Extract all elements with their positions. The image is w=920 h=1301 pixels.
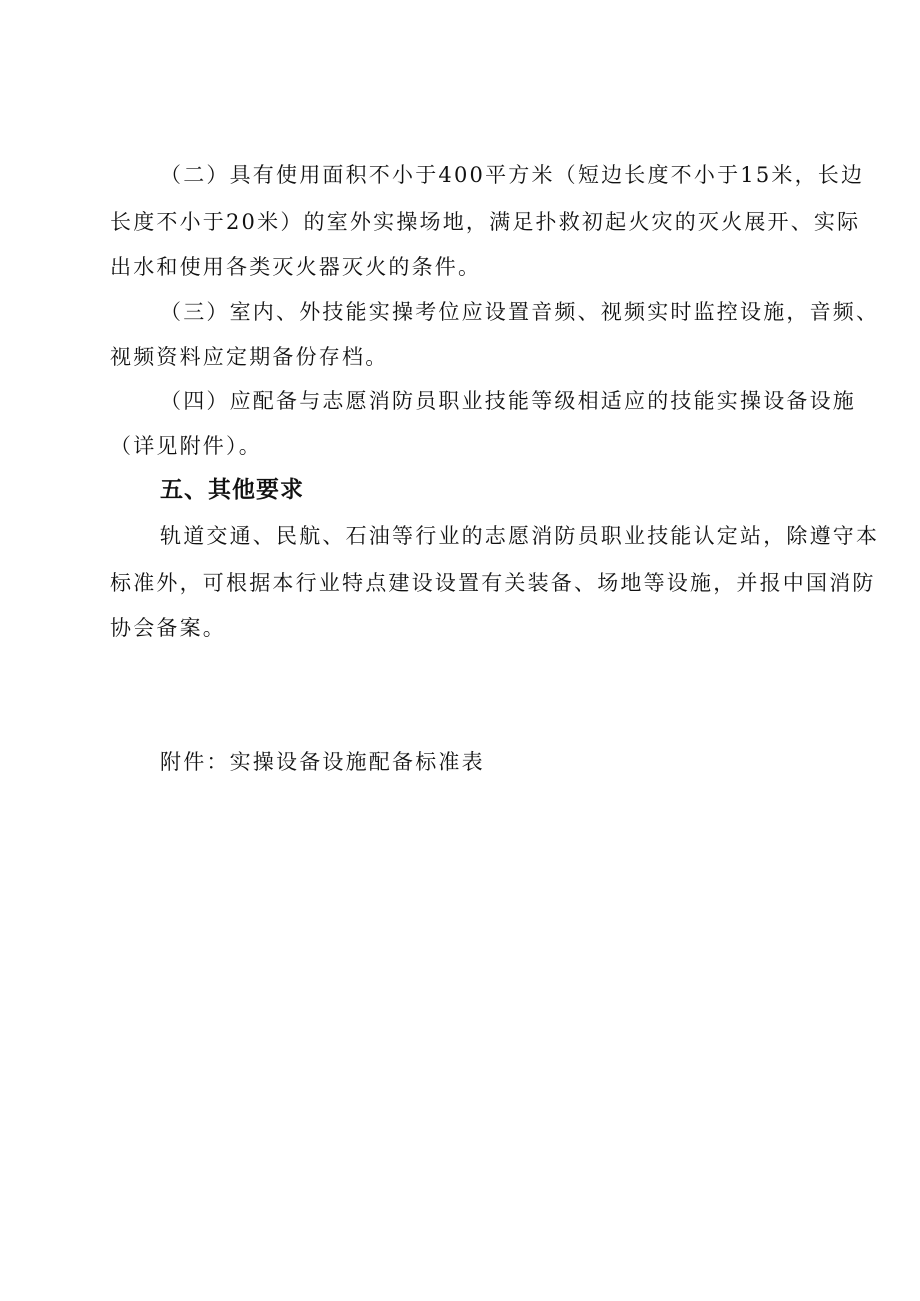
attachment-note: 附件：实操设备设施配备标准表: [160, 750, 485, 774]
item-3-line-1: （三）室内、外技能实操考位应设置音频、视频实时监控设施，音频、: [160, 300, 880, 324]
item-2-line-1: （二）具有使用面积不小于400平方米（短边长度不小于15米，长边: [160, 163, 865, 187]
section-5-line-3: 协会备案。: [110, 616, 226, 640]
section-5-heading: 五、其他要求: [160, 477, 304, 503]
item-4-line-2: （详见附件）。: [110, 434, 262, 458]
item-3-line-2: 视频资料应定期备份存档。: [110, 345, 389, 369]
item-2-line-2: 长度不小于20米）的室外实操场地，满足扑救初起火灾的灭火展开、实际: [110, 210, 861, 234]
item-4-line-1: （四）应配备与志愿消防员职业技能等级相适应的技能实操设备设施: [160, 389, 856, 413]
section-5-line-1: 轨道交通、民航、石油等行业的志愿消防员职业技能认定站，除遵守本: [160, 524, 880, 548]
item-2-line-3: 出水和使用各类灭火器灭火的条件。: [110, 255, 482, 279]
section-5-line-2: 标准外，可根据本行业特点建设设置有关装备、场地等设施，并报中国消防: [110, 571, 876, 595]
